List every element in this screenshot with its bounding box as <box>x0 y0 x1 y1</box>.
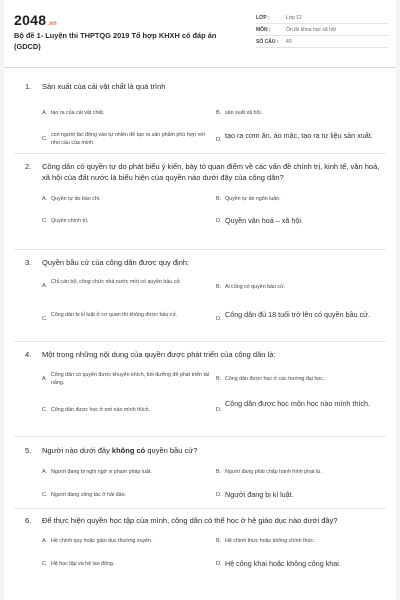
option-text: Hệ công khai hoặc không công khai. <box>225 558 341 568</box>
option-text: Chỉ cán bộ, công chức nhà nước mới có quyền bầu cử. <box>51 278 182 285</box>
option-text: Công dân được học ở các trường đại học. <box>225 375 325 382</box>
option-text: Quyền tự do báo chí. <box>51 196 101 202</box>
question-stem-emphasis: không có <box>111 446 146 455</box>
question-text <box>4 162 396 183</box>
option-text: con người tác động vào tự nhiên để tạo ra sản phẩm phù hợp với nhu cầu của mình. <box>51 131 205 146</box>
meta-key: SỐ CÂU : <box>256 38 279 45</box>
option-letter: B. <box>216 109 222 116</box>
meta-row-count <box>256 36 388 48</box>
meta-value: Ôn thi khoa học xã hội <box>286 26 336 33</box>
option-letter: C. <box>42 560 48 567</box>
option-text: Ai cũng có quyền bầu cử. <box>225 283 286 290</box>
question-number: 2. <box>25 162 32 171</box>
answer-options <box>4 457 396 497</box>
question-stem: Công dân có quyền tự do phát biểu ý kiến, bày tỏ quan điểm về các vấn đề chính trị, kinh tế, văn hoá, xã hội của đất nước là biểu hiện của quyền nào dưới đây của công dân? <box>42 162 380 182</box>
question-text <box>4 258 396 269</box>
option-text: Công dân được học môn học nào mình thích. <box>225 398 370 408</box>
option-letter: A. <box>42 537 48 544</box>
meta-value: Lớp 12 <box>286 14 302 21</box>
option-text: Người đang bị kỉ luật. <box>225 489 294 499</box>
option-letter: C. <box>42 315 48 322</box>
option-text: Người đang bị nghi ngờ vi phạm pháp luật. <box>51 468 152 475</box>
option-letter: A. <box>42 196 48 202</box>
option-letter: D. <box>216 218 222 224</box>
logo-main: 2048 <box>14 12 47 28</box>
option-letter: C. <box>42 406 48 413</box>
option-text: Công dân có quyền được khuyến khích, bồi dưỡng để phát triển tài năng. <box>51 371 210 386</box>
answer-options <box>4 269 396 329</box>
option-text: Quyền tự do ngôn luận. <box>225 196 281 202</box>
document-meta-table <box>256 12 388 48</box>
answer-options <box>4 527 396 587</box>
option-text: Công dân đủ 18 tuổi trở lên có quyền bầu cử. <box>225 309 370 319</box>
answer-options <box>4 361 396 421</box>
option-letter: C. <box>42 218 48 224</box>
question-stem: Một trong những nội dung của quyền được phát triển của công dân là: <box>42 350 276 359</box>
option-text: Người đang phải chấp hành hình phạt tù. <box>225 468 322 475</box>
divider <box>14 436 386 437</box>
divider <box>14 249 386 250</box>
question-number: 5. <box>25 446 32 455</box>
logo-suffix: .vn <box>47 21 57 27</box>
meta-value: 40 <box>286 38 292 45</box>
question-text <box>4 82 396 93</box>
question-stem: Để thực hiện quyền học tập của mình, công dân có thể học ở hệ giáo dục nào dưới đây? <box>42 516 338 525</box>
option-letter: B. <box>216 537 222 544</box>
option-text: Người đang công tác ở hải đảo. <box>51 491 126 498</box>
option-text: Hệ chính thức hoặc không chính thức. <box>225 537 316 544</box>
meta-key: LỚP : <box>256 14 270 21</box>
document-title: Bộ đề 1- Luyện thi THPTQG 2019 Tổ hợp KHXH có đáp án (GDCD) <box>14 31 217 51</box>
divider <box>14 341 386 342</box>
question-3 <box>4 258 396 329</box>
question-6 <box>4 516 396 587</box>
option-letter: A. <box>42 109 48 116</box>
option-text: tạo ra cơm ăn, áo mặc, tạo ra tư liệu sản xuất. <box>225 130 373 140</box>
question-number: 3. <box>25 258 32 267</box>
question-stem-start: Người nào dưới đây <box>42 446 112 455</box>
question-stem: Quyền bầu cử của công dân được quy định: <box>42 258 190 267</box>
option-letter: B. <box>216 375 222 382</box>
option-letter: B. <box>216 283 222 290</box>
meta-row-subject <box>256 24 388 36</box>
option-letter: D. <box>216 315 222 322</box>
question-number: 1. <box>25 82 32 91</box>
site-logo[interactable] <box>14 12 57 28</box>
answer-options <box>4 183 396 223</box>
answer-options <box>4 93 396 146</box>
meta-key: MÔN : <box>256 26 271 33</box>
question-stem: Sản xuất của cải vật chất là quá trình <box>42 82 166 91</box>
option-text: Quyền văn hoá – xã hội. <box>225 216 303 225</box>
question-stem-end: quyền bầu cử? <box>145 446 198 455</box>
option-letter: D. <box>216 406 222 413</box>
divider <box>14 153 386 154</box>
question-1 <box>4 82 396 146</box>
question-number: 4. <box>25 350 32 359</box>
option-letter: B. <box>216 196 222 202</box>
document-page <box>4 0 396 600</box>
option-text: sản xuất xã hội. <box>225 109 263 116</box>
option-letter: B. <box>216 468 222 475</box>
question-2 <box>4 162 396 223</box>
question-number: 6. <box>25 516 32 525</box>
meta-row-class <box>256 12 388 24</box>
option-letter: A. <box>42 282 48 289</box>
option-letter: A. <box>42 468 48 475</box>
option-text: Công dân bị kỉ luật ở cơ quan thì không được bầu cử. <box>51 311 178 318</box>
option-text: Công dân được học ở nơi nào mình thích. <box>51 406 151 413</box>
question-text <box>4 516 396 527</box>
question-4 <box>4 350 396 421</box>
option-text: Quyền chính trị. <box>51 218 89 224</box>
question-text <box>4 350 396 361</box>
option-letter: D. <box>216 560 222 567</box>
question-stem <box>42 446 197 455</box>
question-5 <box>4 446 396 497</box>
option-letter: D. <box>216 491 222 498</box>
option-text: tạo ra của cải vật chất. <box>51 109 105 116</box>
option-letter: C. <box>42 135 48 142</box>
question-text <box>4 446 396 457</box>
document-header <box>4 0 396 68</box>
option-text: Hệ chính quy hoặc giáo dục thường xuyên. <box>51 537 153 544</box>
option-letter: A. <box>42 375 48 382</box>
divider <box>14 508 386 509</box>
option-text: Hệ học tập và hệ lao động. <box>51 560 115 567</box>
option-letter: C. <box>42 491 48 498</box>
option-letter: D. <box>216 136 222 143</box>
